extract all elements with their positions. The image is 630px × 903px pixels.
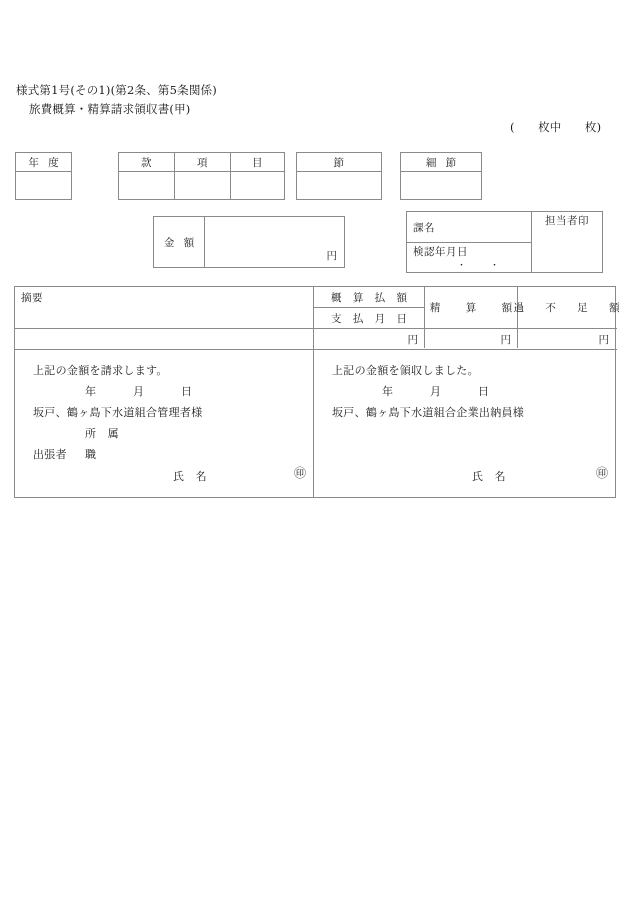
amount-input[interactable] bbox=[205, 217, 344, 267]
section-input[interactable] bbox=[297, 172, 381, 200]
receipt-seal-mark[interactable]: ㊞ bbox=[596, 466, 609, 480]
claim-date-text: 年 月 日 bbox=[85, 385, 193, 398]
budget-header-kou: 項 bbox=[197, 156, 208, 169]
sheet-count: ( 枚中 枚) bbox=[510, 120, 602, 134]
remarks-input[interactable] bbox=[19, 307, 309, 347]
subsection-input[interactable] bbox=[401, 172, 481, 200]
claim-seal-mark[interactable]: ㊞ bbox=[294, 466, 307, 480]
form-number: 様式第1号(その1)(第2条、第5条関係) bbox=[16, 83, 217, 97]
gaisan-barai-gaku-header: 概 算 払 額 bbox=[330, 291, 411, 304]
traveler-label: 出張者 bbox=[33, 448, 67, 461]
receipt-addressee: 坂戸、鶴ヶ島下水道組合企業出納員様 bbox=[332, 406, 525, 419]
seisan-amount-input[interactable] bbox=[425, 329, 517, 349]
amount-box bbox=[153, 216, 345, 268]
verify-date-label: 検認年月日 bbox=[413, 246, 468, 258]
amount-currency-unit: 円 bbox=[326, 250, 337, 262]
subsection-label: 細 節 bbox=[425, 156, 460, 169]
kabusoku-amount-input[interactable] bbox=[518, 329, 615, 349]
form-title: 旅費概算・精算請求領収書(甲) bbox=[29, 102, 191, 116]
claim-statement: 上記の金額を請求します。 bbox=[33, 364, 168, 377]
seisan-amount-unit: 円 bbox=[500, 333, 511, 346]
kabusoku-gaku-header: 過 不 足 額 bbox=[513, 302, 629, 314]
approval-box bbox=[406, 211, 603, 273]
claim-date-line[interactable] bbox=[85, 383, 193, 399]
budget-input-moku[interactable] bbox=[231, 172, 284, 200]
receipt-date-line[interactable] bbox=[382, 383, 490, 399]
budget-input-kou[interactable] bbox=[175, 172, 230, 200]
kabusoku-amount-unit: 円 bbox=[598, 333, 609, 346]
fiscal-year-label: 年 度 bbox=[28, 156, 62, 169]
division-label: 課名 bbox=[413, 221, 435, 234]
division-input[interactable] bbox=[467, 212, 529, 242]
seisan-gaku-header: 精 算 額 bbox=[429, 302, 524, 314]
claim-block bbox=[15, 350, 313, 498]
shiharai-tsukihi-header: 支 払 月 日 bbox=[330, 312, 411, 325]
fiscal-year-input[interactable] bbox=[16, 172, 71, 200]
budget-header-moku: 目 bbox=[252, 156, 263, 169]
main-table bbox=[14, 286, 629, 498]
verify-date-input[interactable]: ・ ・ bbox=[457, 260, 502, 271]
receipt-date-text: 年 月 日 bbox=[382, 385, 490, 398]
gaisan-amount-input[interactable] bbox=[314, 329, 424, 349]
position-label: 職 bbox=[85, 448, 97, 461]
staff-stamp-area[interactable] bbox=[532, 230, 602, 272]
staff-stamp-label: 担当者印 bbox=[545, 215, 589, 227]
gaisan-amount-unit: 円 bbox=[407, 333, 418, 346]
amount-label: 金 額 bbox=[163, 236, 198, 249]
remarks-header: 摘要 bbox=[21, 291, 43, 304]
budget-code-box bbox=[118, 152, 285, 200]
claim-addressee: 坂戸、鶴ヶ島下水道組合管理者様 bbox=[33, 406, 203, 419]
budget-header-kan: 款 bbox=[141, 156, 152, 169]
section-box bbox=[296, 152, 382, 200]
affiliation-label: 所 属 bbox=[85, 427, 119, 440]
section-label: 節 bbox=[333, 156, 345, 169]
receipt-block bbox=[314, 350, 615, 498]
receipt-name-label: 氏 名 bbox=[472, 470, 506, 483]
claim-name-label: 氏 名 bbox=[173, 470, 207, 483]
receipt-statement: 上記の金額を領収しました。 bbox=[332, 364, 479, 377]
fiscal-year-box bbox=[15, 152, 72, 200]
budget-input-kan[interactable] bbox=[119, 172, 174, 200]
subsection-box bbox=[400, 152, 482, 200]
